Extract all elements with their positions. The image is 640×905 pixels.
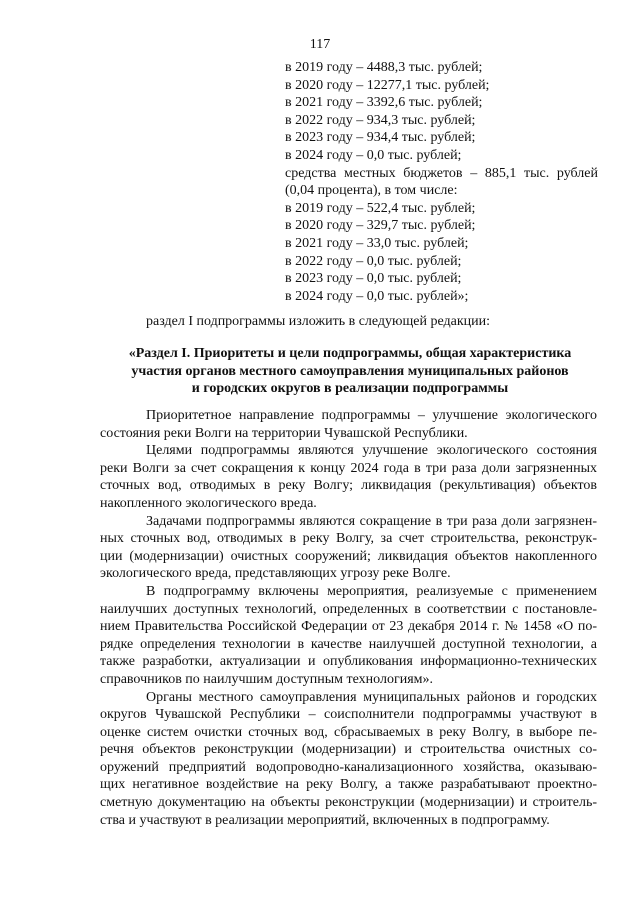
paragraph-line: Органы местного самоуправления муниципальных районов и городских [146, 689, 597, 705]
paragraph-line: нием Правительства Российской Федерации от 23 декабря 2014 г. № 1458 «О по- [100, 619, 597, 635]
funding-line: в 2023 году – 0,0 тыс. рублей; [285, 271, 462, 287]
paragraph-line: ных сточных вод, отводимых в реку Волгу, за счет строительства, реконструк- [100, 531, 597, 547]
paragraph-line: оценке систем очистки сточных вод, сбрасываемых в реку Волгу, в выборе пе- [100, 724, 597, 740]
paragraph-goals [100, 442, 597, 512]
paragraph-line: наилучших доступных технологий, определенных в соответствии с постановле- [100, 601, 597, 617]
paragraph-line: В подпрограмму включены мероприятия, реализуемые с применением [146, 583, 597, 599]
heading-line: участия органов местного самоуправления муниципальных районов [131, 363, 569, 379]
paragraph-line: также разработки, актуализации и опубликования информационно-технических [100, 654, 597, 670]
funding-line: в 2024 году – 0,0 тыс. рублей; [285, 147, 462, 163]
paragraph-priority [100, 407, 597, 442]
paragraph-line: ции (модернизации) очистных сооружений; ликвидация объектов накопленного [100, 548, 597, 564]
funding-line: средства местных бюджетов – 885,1 тыс. рублей [285, 165, 598, 181]
funding-line: в 2021 году – 3392,6 тыс. рублей; [285, 95, 483, 111]
funding-line: в 2020 году – 12277,1 тыс. рублей; [285, 77, 490, 93]
funding-line: в 2022 году – 0,0 тыс. рублей; [285, 253, 462, 269]
paragraph-measures [100, 583, 597, 689]
funding-line: в 2019 году – 522,4 тыс. рублей; [285, 200, 476, 216]
funding-line: (0,04 процента), в том числе: [285, 183, 458, 199]
funding-line: в 2022 году – 934,3 тыс. рублей; [285, 112, 476, 128]
intro-text: раздел I подпрограммы изложить в следующей редакции: [146, 314, 491, 329]
funding-line: в 2019 году – 4488,3 тыс. рублей; [285, 60, 483, 75]
heading-line: «Раздел I. Приоритеты и цели подпрограммы, общая характеристика [128, 346, 572, 361]
funding-line: в 2020 году – 329,7 тыс. рублей; [285, 218, 476, 234]
funding-list [285, 59, 598, 305]
paragraph-line: сметную документацию на объекты реконструкции (модернизации) и строитель- [100, 795, 597, 811]
funding-line: в 2023 году – 934,4 тыс. рублей; [285, 130, 476, 146]
paragraph-line: сточных вод, отводимых в реку Волгу; ликвидация (рекультивация) объектов [100, 478, 597, 494]
paragraph-line: округов Чувашской Республики – соисполнители подпрограммы участвуют в [100, 707, 597, 723]
paragraph-line: Целями подпрограммы являются улучшение экологического состояния [146, 443, 597, 459]
funding-line: в 2024 году – 0,0 тыс. рублей»; [285, 288, 469, 304]
paragraph-line: реки Волги за счет сокращения к концу 2024 года в три раза доли загрязненных [100, 460, 597, 476]
page-number: 117 [309, 37, 331, 52]
paragraph-line: справочников по наилучшим доступным технологиям». [100, 671, 433, 687]
paragraph-line: ства и участвуют в реализации мероприятий, включенных в подпрограмму. [100, 812, 550, 828]
paragraph-line: состояния реки Волги на территории Чувашской Республики. [100, 425, 468, 441]
paragraph-line: оружений предприятий водопроводно-канализационного хозяйства, оказываю- [100, 759, 597, 775]
paragraph-line: Задачами подпрограммы являются сокращение в три раза доли загрязнен- [146, 513, 597, 529]
paragraph-line: экологического вреда, представляющих угрозу реке Волге. [100, 566, 451, 582]
section-heading [100, 345, 600, 398]
paragraph-line: рядке определения технологии в качестве наилучшей доступной технологии, а [100, 636, 597, 652]
heading-line: и городских округов в реализации подпрограммы [191, 381, 509, 397]
paragraph-line: накопленного экологического вреда. [100, 495, 317, 511]
paragraph-line: речня объектов реконструкции (модернизации) и строительства очистных со- [100, 742, 597, 758]
paragraph-local-authorities [100, 689, 597, 830]
funding-line: в 2021 году – 33,0 тыс. рублей; [285, 235, 469, 251]
paragraph-tasks [100, 513, 597, 583]
body-text [100, 407, 597, 829]
paragraph-line: Приоритетное направление подпрограммы – улучшение экологического [146, 408, 597, 423]
paragraph-line: щих негативное воздействие на реку Волгу, а также разрабатывают проектно- [100, 777, 597, 793]
